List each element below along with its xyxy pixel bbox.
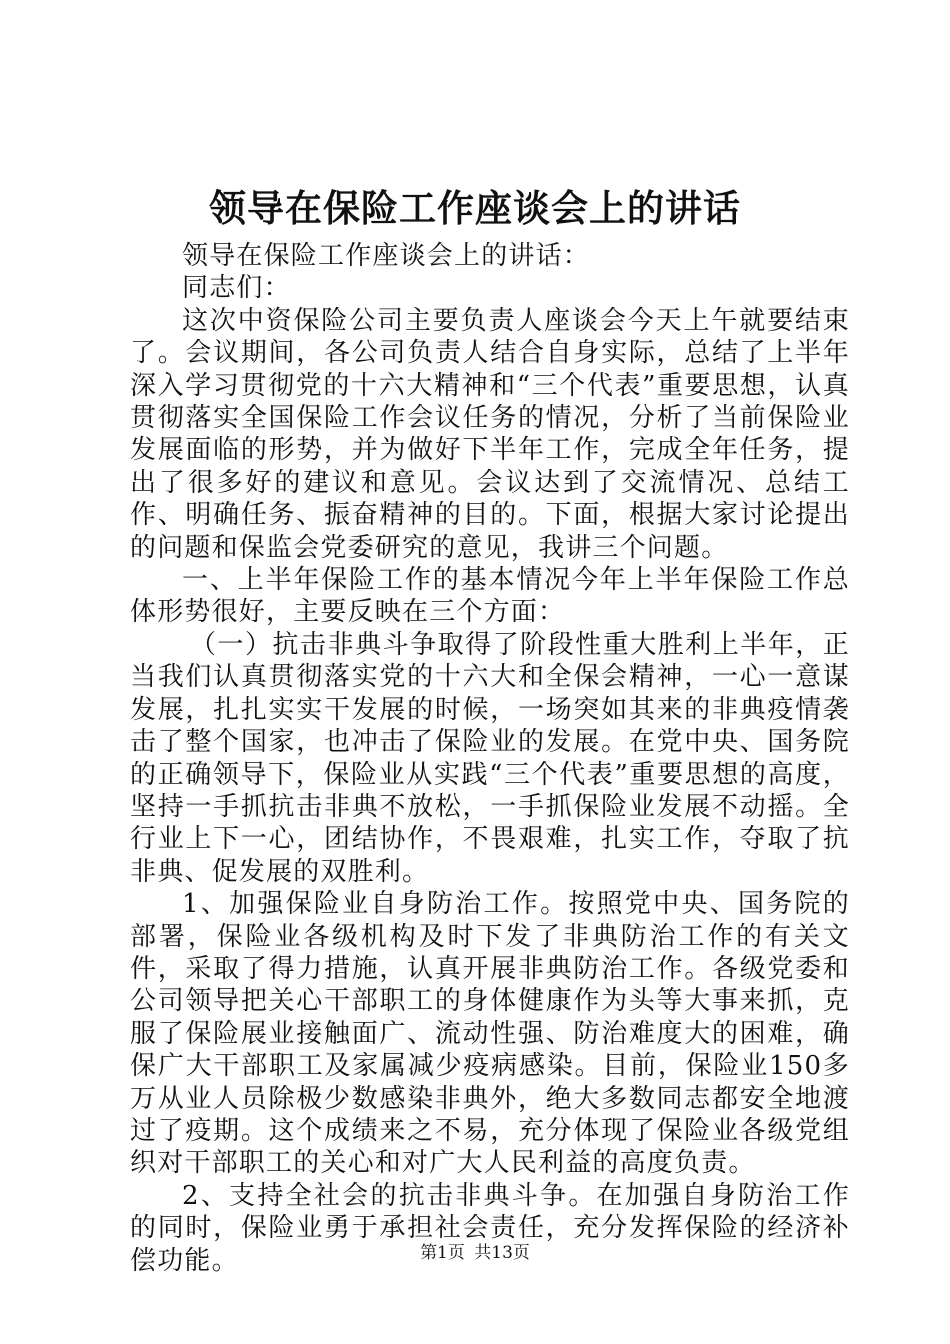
paragraph-intro: 这次中资保险公司主要负责人座谈会今天上午就要结束了。会议期间，各公司负责人结合自身实际，总结了上半年深入学习贯彻党的十六大精神和“三个代表”重要思想，认真贯彻落实全国保险工作会议任务的情况，分析了当前保险业发展面临的形势，并为做好下半年工作，完成全年任务，提出了很多好的建议和意见。会议达到了交流情况、总结工作、明确任务、振奋精神的目的。下面，根据大家讨论提出的问题和保监会党委研究的意见，我讲三个问题。 [130,305,850,563]
page-footer [0,1241,950,1265]
page-total: 共13页 [474,1243,530,1263]
section-heading-1: 一、上半年保险工作的基本情况今年上半年保险工作总体形势很好，主要反映在三个方面： [130,565,850,628]
subsection-heading-1: （一）抗击非典斗争取得了阶段性重大胜利上半年，正当我们认真贯彻落实党的十六大和全保会精神，一心一意谋发展，扎扎实实干发展的时候，一场突如其来的非典疫情袭击了整个国家，也冲击了保险业的发展。在党中央、国务院的正确领导下，保险业从实践“三个代表”重要思想的高度，坚持一手抓抗击非典不放松，一手抓保险业发展不动摇。全行业上下一心，团结协作，不畏艰难，扎实工作，夺取了抗非典、促发展的双胜利。 [130,629,850,887]
paragraph-item-1: 1、加强保险业自身防治工作。按照党中央、国务院的部署，保险业各级机构及时下发了非典防治工作的有关文件，采取了得力措施，认真开展非典防治工作。各级党委和公司领导把关心干部职工的身体健康作为头等大事来抓，克服了保险展业接触面广、流动性强、防治难度大的困难，确保广大干部职工及家属减少疫病感染。目前，保险业150多万从业人员除极少数感染非典外，绝大多数同志都安全地渡过了疫期。这个成绩来之不易，充分体现了保险业各级党组织对干部职工的关心和对广大人民利益的高度负责。 [130,889,850,1179]
salutation: 同志们： [182,273,291,304]
document-body [130,240,850,1277]
paragraph-item-2: 2、支持全社会的抗击非典斗争。在加强自身防治工作的同时，保险业勇于承担社会责任，充分发挥保险的经济补偿功能。 [130,1180,850,1276]
document-title: 领导在保险工作座谈会上的讲话 [209,186,741,230]
page-number: 第1页 [420,1243,465,1263]
salutation-heading: 领导在保险工作座谈会上的讲话： [182,241,591,271]
